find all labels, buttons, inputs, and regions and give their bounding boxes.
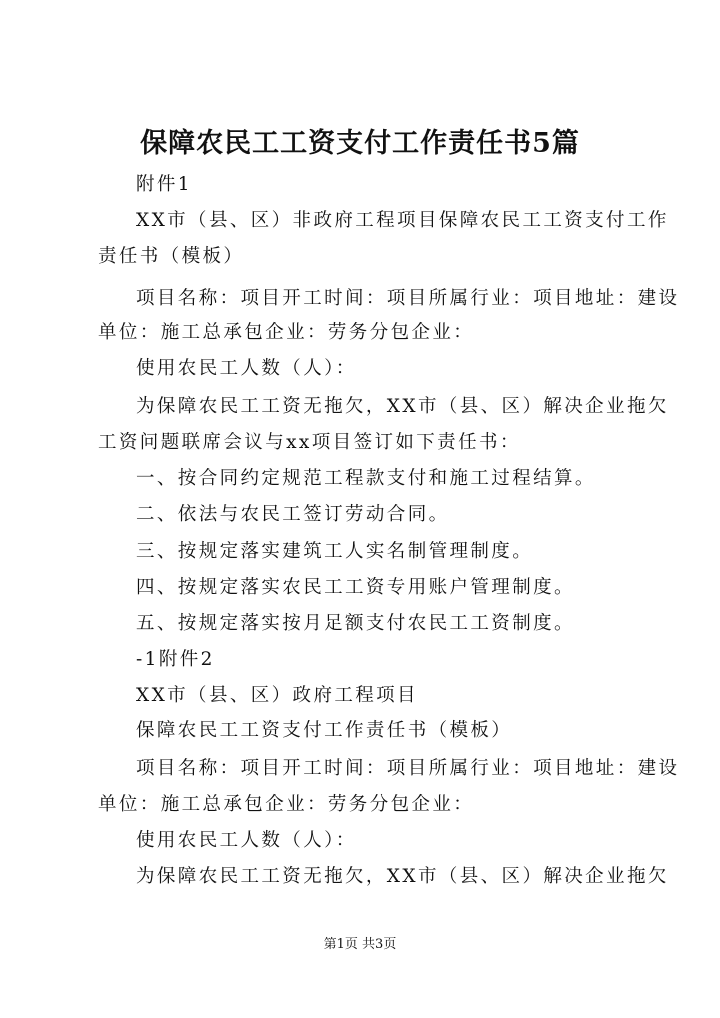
paragraph-line: 单位：施工总承包企业：劳务分包企业：: [98, 794, 475, 815]
paragraph-line: 工资问题联席会议与xx项目签订如下责任书：: [98, 432, 521, 453]
list-item: 五、按规定落实按月足额支付农民工工资制度。: [136, 613, 575, 634]
list-item: 四、按规定落实农民工工资专用账户管理制度。: [136, 577, 575, 598]
paragraph-line: 责任书（模板）: [98, 246, 245, 267]
paragraph-attachment-1: 附件1: [136, 174, 192, 195]
list-item: 一、按合同约定规范工程款支付和施工过程结算。: [136, 468, 596, 489]
paragraph-line: 使用农民工人数（人）：: [136, 830, 357, 851]
paragraph-line: XX市（县、区）非政府工程项目保障农民工工资支付工作: [136, 210, 669, 231]
paragraph-attachment-2: -1附件2: [136, 649, 215, 670]
list-item: 三、按规定落实建筑工人实名制管理制度。: [136, 541, 534, 562]
document-title: 保障农民工工资支付工作责任书5篇: [140, 128, 580, 159]
paragraph-line: 保障农民工工资支付工作责任书（模板）: [136, 720, 513, 741]
paragraph-line: 项目名称：项目开工时间：项目所属行业：项目地址：建设: [136, 758, 680, 779]
paragraph-line: 使用农民工人数（人）：: [136, 358, 357, 379]
paragraph-line: 项目名称：项目开工时间：项目所属行业：项目地址：建设: [136, 288, 680, 309]
page-number: 第1页 共3页: [323, 937, 397, 952]
paragraph-line: XX市（县、区）政府工程项目: [136, 685, 418, 706]
paragraph-line: 为保障农民工工资无拖欠，XX市（县、区）解决企业拖欠: [136, 866, 669, 887]
paragraph-line: 单位：施工总承包企业：劳务分包企业：: [98, 322, 475, 343]
paragraph-line: 为保障农民工工资无拖欠，XX市（县、区）解决企业拖欠: [136, 396, 669, 417]
list-item: 二、依法与农民工签订劳动合同。: [136, 504, 450, 525]
